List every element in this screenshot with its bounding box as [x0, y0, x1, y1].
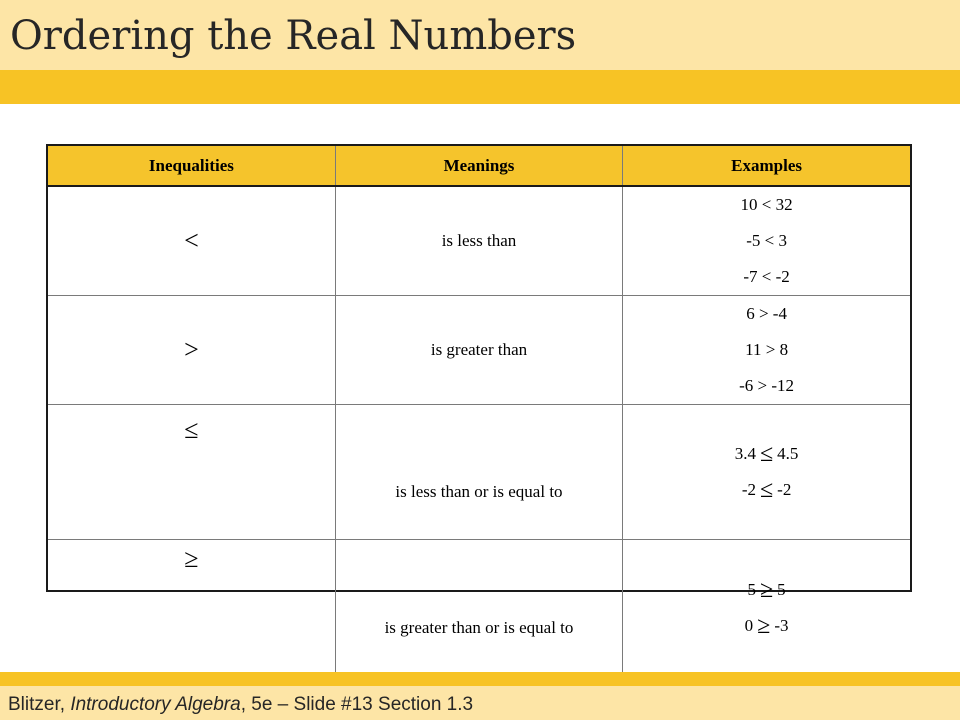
examples-cell — [623, 186, 910, 296]
inequality-cell — [48, 186, 335, 296]
table-row — [48, 405, 910, 540]
inequality-cell — [48, 296, 335, 405]
title-bar — [0, 0, 960, 70]
meaning-cell: is greater than or is equal to — [335, 540, 622, 677]
example-line: -6 > -12 — [739, 376, 795, 395]
example-line: 6 > -4 — [746, 304, 787, 323]
examples-cell — [623, 405, 910, 540]
less-than-or-equal-symbol: ≤ — [184, 415, 199, 444]
header-meanings: Meanings — [335, 146, 622, 186]
inequalities-table — [46, 144, 912, 639]
greater-than-symbol: > — [184, 335, 199, 364]
example-line: -5 < 3 — [746, 231, 787, 250]
example-line: 5 ≥ 5 — [747, 577, 786, 603]
example-line: 0 ≥ -3 — [744, 613, 789, 639]
slide-title: Ordering the Real Numbers — [10, 13, 577, 59]
less-than-symbol: < — [184, 226, 199, 255]
table-header-row — [48, 146, 910, 186]
examples-cell — [623, 296, 910, 405]
table-row — [48, 296, 910, 405]
meaning-cell: is greater than — [335, 296, 622, 405]
footer-author: Blitzer, — [8, 694, 71, 715]
greater-than-or-equal-symbol: ≥ — [184, 544, 199, 573]
header-inequalities: Inequalities — [48, 146, 335, 186]
example-line: 11 > 8 — [745, 340, 789, 359]
example-line: -2 ≤ -2 — [741, 477, 792, 503]
header-examples: Examples — [623, 146, 910, 186]
table-row — [48, 540, 910, 677]
example-line: 10 < 32 — [740, 195, 793, 214]
meaning-cell: is less than or is equal to — [335, 405, 622, 540]
example-line: -7 < -2 — [743, 267, 790, 286]
table-row — [48, 186, 910, 296]
footer-book-title: Introductory Algebra — [70, 694, 241, 715]
meaning-cell: is less than — [335, 186, 622, 296]
inequality-cell — [48, 405, 335, 540]
examples-cell — [623, 540, 910, 677]
inequality-cell — [48, 540, 335, 677]
example-line: 3.4 ≤ 4.5 — [734, 441, 799, 467]
title-accent-band — [0, 70, 960, 104]
footer-slide-info: , 5e – Slide #13 Section 1.3 — [240, 694, 474, 715]
footer-accent-band — [0, 672, 960, 686]
footer-bar — [0, 686, 960, 720]
footer-citation — [8, 694, 473, 716]
